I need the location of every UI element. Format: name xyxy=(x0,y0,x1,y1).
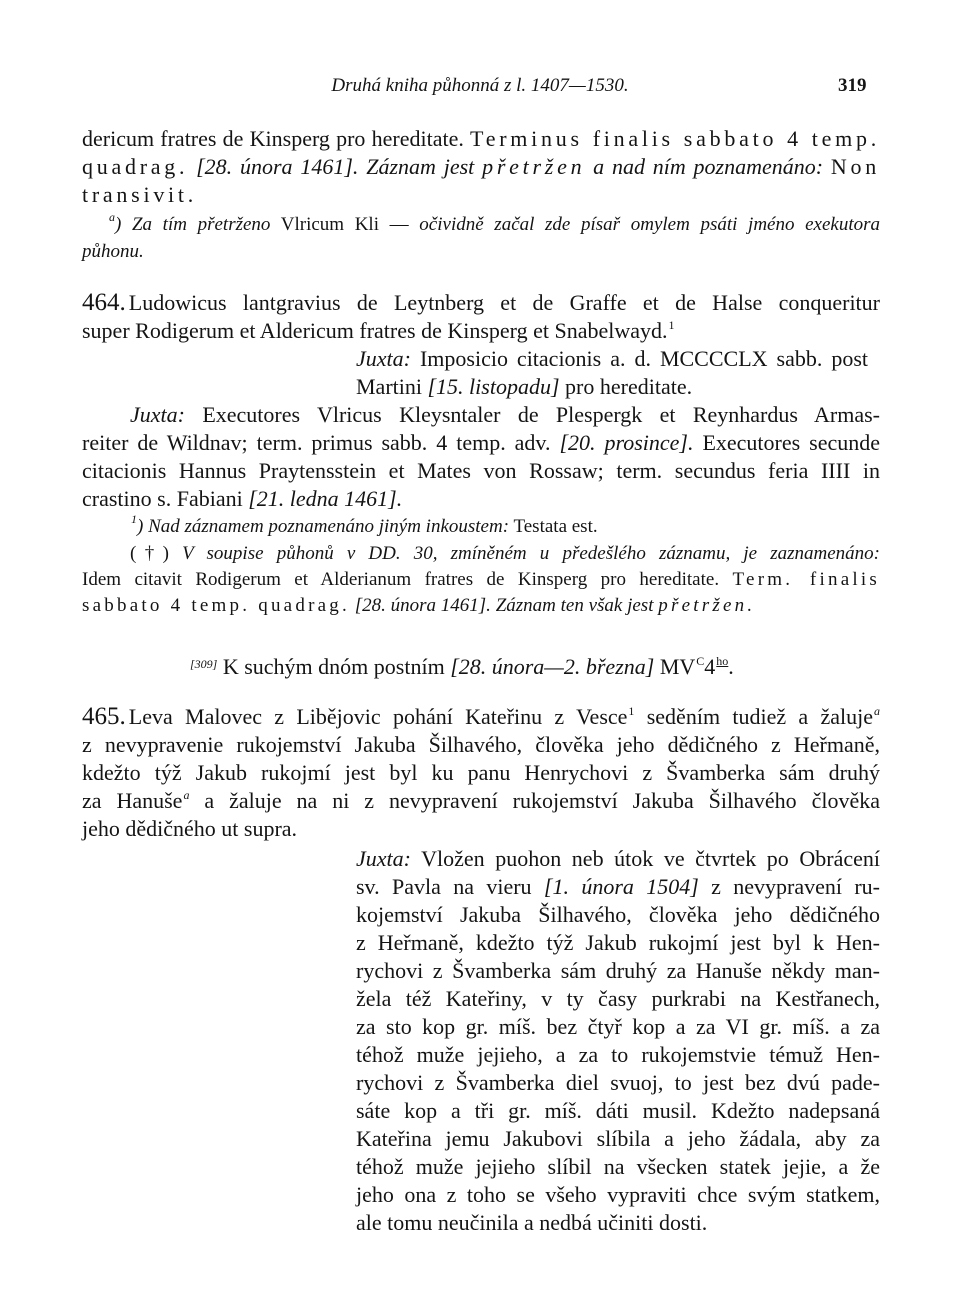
entry-464-line-3: Juxta: Executores Vlricus Kleysntaler de Plespergk et Reynhardus Armas- xyxy=(130,402,881,427)
entry-465-juxta-line-13: jeho ona z toho se všeho vypraviti chce svým statkem, xyxy=(356,1182,880,1207)
entry-465-juxta-line-3: kojemství Jakuba Šilhavého, člověka jeho dědičného xyxy=(356,902,880,927)
entry-465-juxta-line-9: rychovi z Švamberka diel svuoj, to jest bez dvú pade- xyxy=(356,1070,880,1095)
footnote-a: $^a$) Za tím přetrženo Vlricum Kli — očividně začal zde písař omylem psáti jméno exekutora xyxy=(109,210,881,235)
entry-465-line-5: jeho dědičného ut supra. xyxy=(82,816,298,841)
entry-465-juxta-line-4: z Heřmaně, kdežto týž Jakub rukojmí jest byl k Hen- xyxy=(356,930,880,955)
footnote-1: $^1$) Nad záznamem poznamenáno jiným inkoustem: Testata est. xyxy=(131,512,598,537)
entry-465-juxta-line-8: téhož muže jejieho, a za to rukojemstvie témuž Hen- xyxy=(356,1042,880,1067)
running-header-title: Druhá kniha půhonná z l. 1407—1530. xyxy=(331,75,629,96)
footnote-2-line-3: sabbato 4 temp. quadrag. [28. února 1461]. Záznam ten však jest přetržen. xyxy=(82,595,756,616)
entry-465-line-2: z nevypravenie rukojemství Jakuba Šilhavého, člověka jeho dědičného z Heřmaně, xyxy=(82,732,880,757)
section-heading: [309] K suchým dnóm postním [28. února—2. března] $MV^C4^{ho}$. xyxy=(190,654,734,679)
entry-number-465: 465. xyxy=(82,703,126,730)
entry-464-juxta-line-2: Martini [15. listopadu] pro hereditate. xyxy=(356,374,693,399)
footnote-2-line-2: Idem citavit Rodigerum et Alderianum fratres de Kinsperg pro hereditate. Term. finalis xyxy=(82,569,880,590)
entry-465-juxta-line-11: Kateřina jemu Jakubovi slíbila a jeho žádala, aby za xyxy=(356,1126,880,1151)
entry-465-juxta-line-7: za sto kop gr. míš. bez čtyř kop a za VI gr. míš. a za xyxy=(356,1014,880,1039)
footnote-2-line-1: (†) V soupise půhonů v DD. 30, zmíněném u předešlého záznamu, je zaznamenáno: xyxy=(130,543,881,564)
entry-number-464: 464. xyxy=(82,289,126,316)
entry-465-juxta-line-12: téhož muže jejieho slíbil na všecken statek jejie, a že xyxy=(356,1154,880,1179)
footnote-a-line-2: půhonu. xyxy=(82,241,144,262)
entry-464-juxta-line-1: Juxta: Imposicio citacionis a. d. MCCCCLX sabb. post xyxy=(356,346,868,371)
entry-464-line-1: 464. Ludowicus lantgravius de Leytnberg et de Graffe et de Halse conqueritur xyxy=(82,289,880,316)
entry-465-juxta-line-2: sv. Pavla na vieru [1. února 1504] z nevypravení ru- xyxy=(356,874,881,899)
prev-entry-line-1: dericum fratres de Kinsperg pro hereditate. Terminus finalis sabbato 4 temp. xyxy=(82,126,880,151)
entry-464-line-5: citacionis Hannus Praytensstein et Mates von Rossaw; term. secundus feria IIII in xyxy=(82,458,880,483)
page-number: 319 xyxy=(838,75,867,96)
entry-464-line-4: reiter de Wildnav; term. primus sabb. 4 temp. adv. [20. prosince]. Executores secunde xyxy=(82,430,881,455)
entry-465-juxta-line-5: rychovi z Švamberka sám druhý za Hanuše někdy man- xyxy=(356,958,880,983)
entry-465-line-4: za Hanuše$^a$ a žaluje na ni z nevypravení rukojemství Jakuba Šilhavého člověka xyxy=(82,788,881,813)
entry-464-line-6: crastino s. Fabiani [21. ledna 1461]. xyxy=(82,486,403,511)
prev-entry-line-3: transivit. xyxy=(82,182,198,207)
prev-entry-line-2: quadrag. [28. února 1461]. Záznam jest přetržen a nad ním poznamenáno: Non xyxy=(82,154,881,179)
entry-465-juxta-line-10: sáte kop a tři gr. míš. dáti musil. Kdežto nadepsaná xyxy=(356,1098,880,1123)
entry-464-line-2: super Rodigerum et Aldericum fratres de Kinsperg et Snabelwayd.$^1$ xyxy=(82,318,675,343)
entry-465-juxta-line-1: Juxta: Vložen puohon neb útok ve čtvrtek po Obrácení xyxy=(356,846,880,871)
entry-465-line-3: kdežto týž Jakub rukojmí jest byl ku panu Henrychovi z Švamberka sám druhý xyxy=(82,760,880,785)
entry-465-juxta-line-6: žela též Kateřiny, v ty časy purkrabi na Kestřanech, xyxy=(356,986,880,1011)
entry-465-line-1: 465. Leva Malovec z Libějovic pohání Kateřinu z Vesce$^1$ seděním tudiež a žaluje$^a$ xyxy=(82,703,881,730)
folio-marker: [309] xyxy=(190,657,218,671)
entry-465-juxta-line-14: ale tomu neučinila a nedbá učiniti dosti. xyxy=(356,1210,708,1235)
